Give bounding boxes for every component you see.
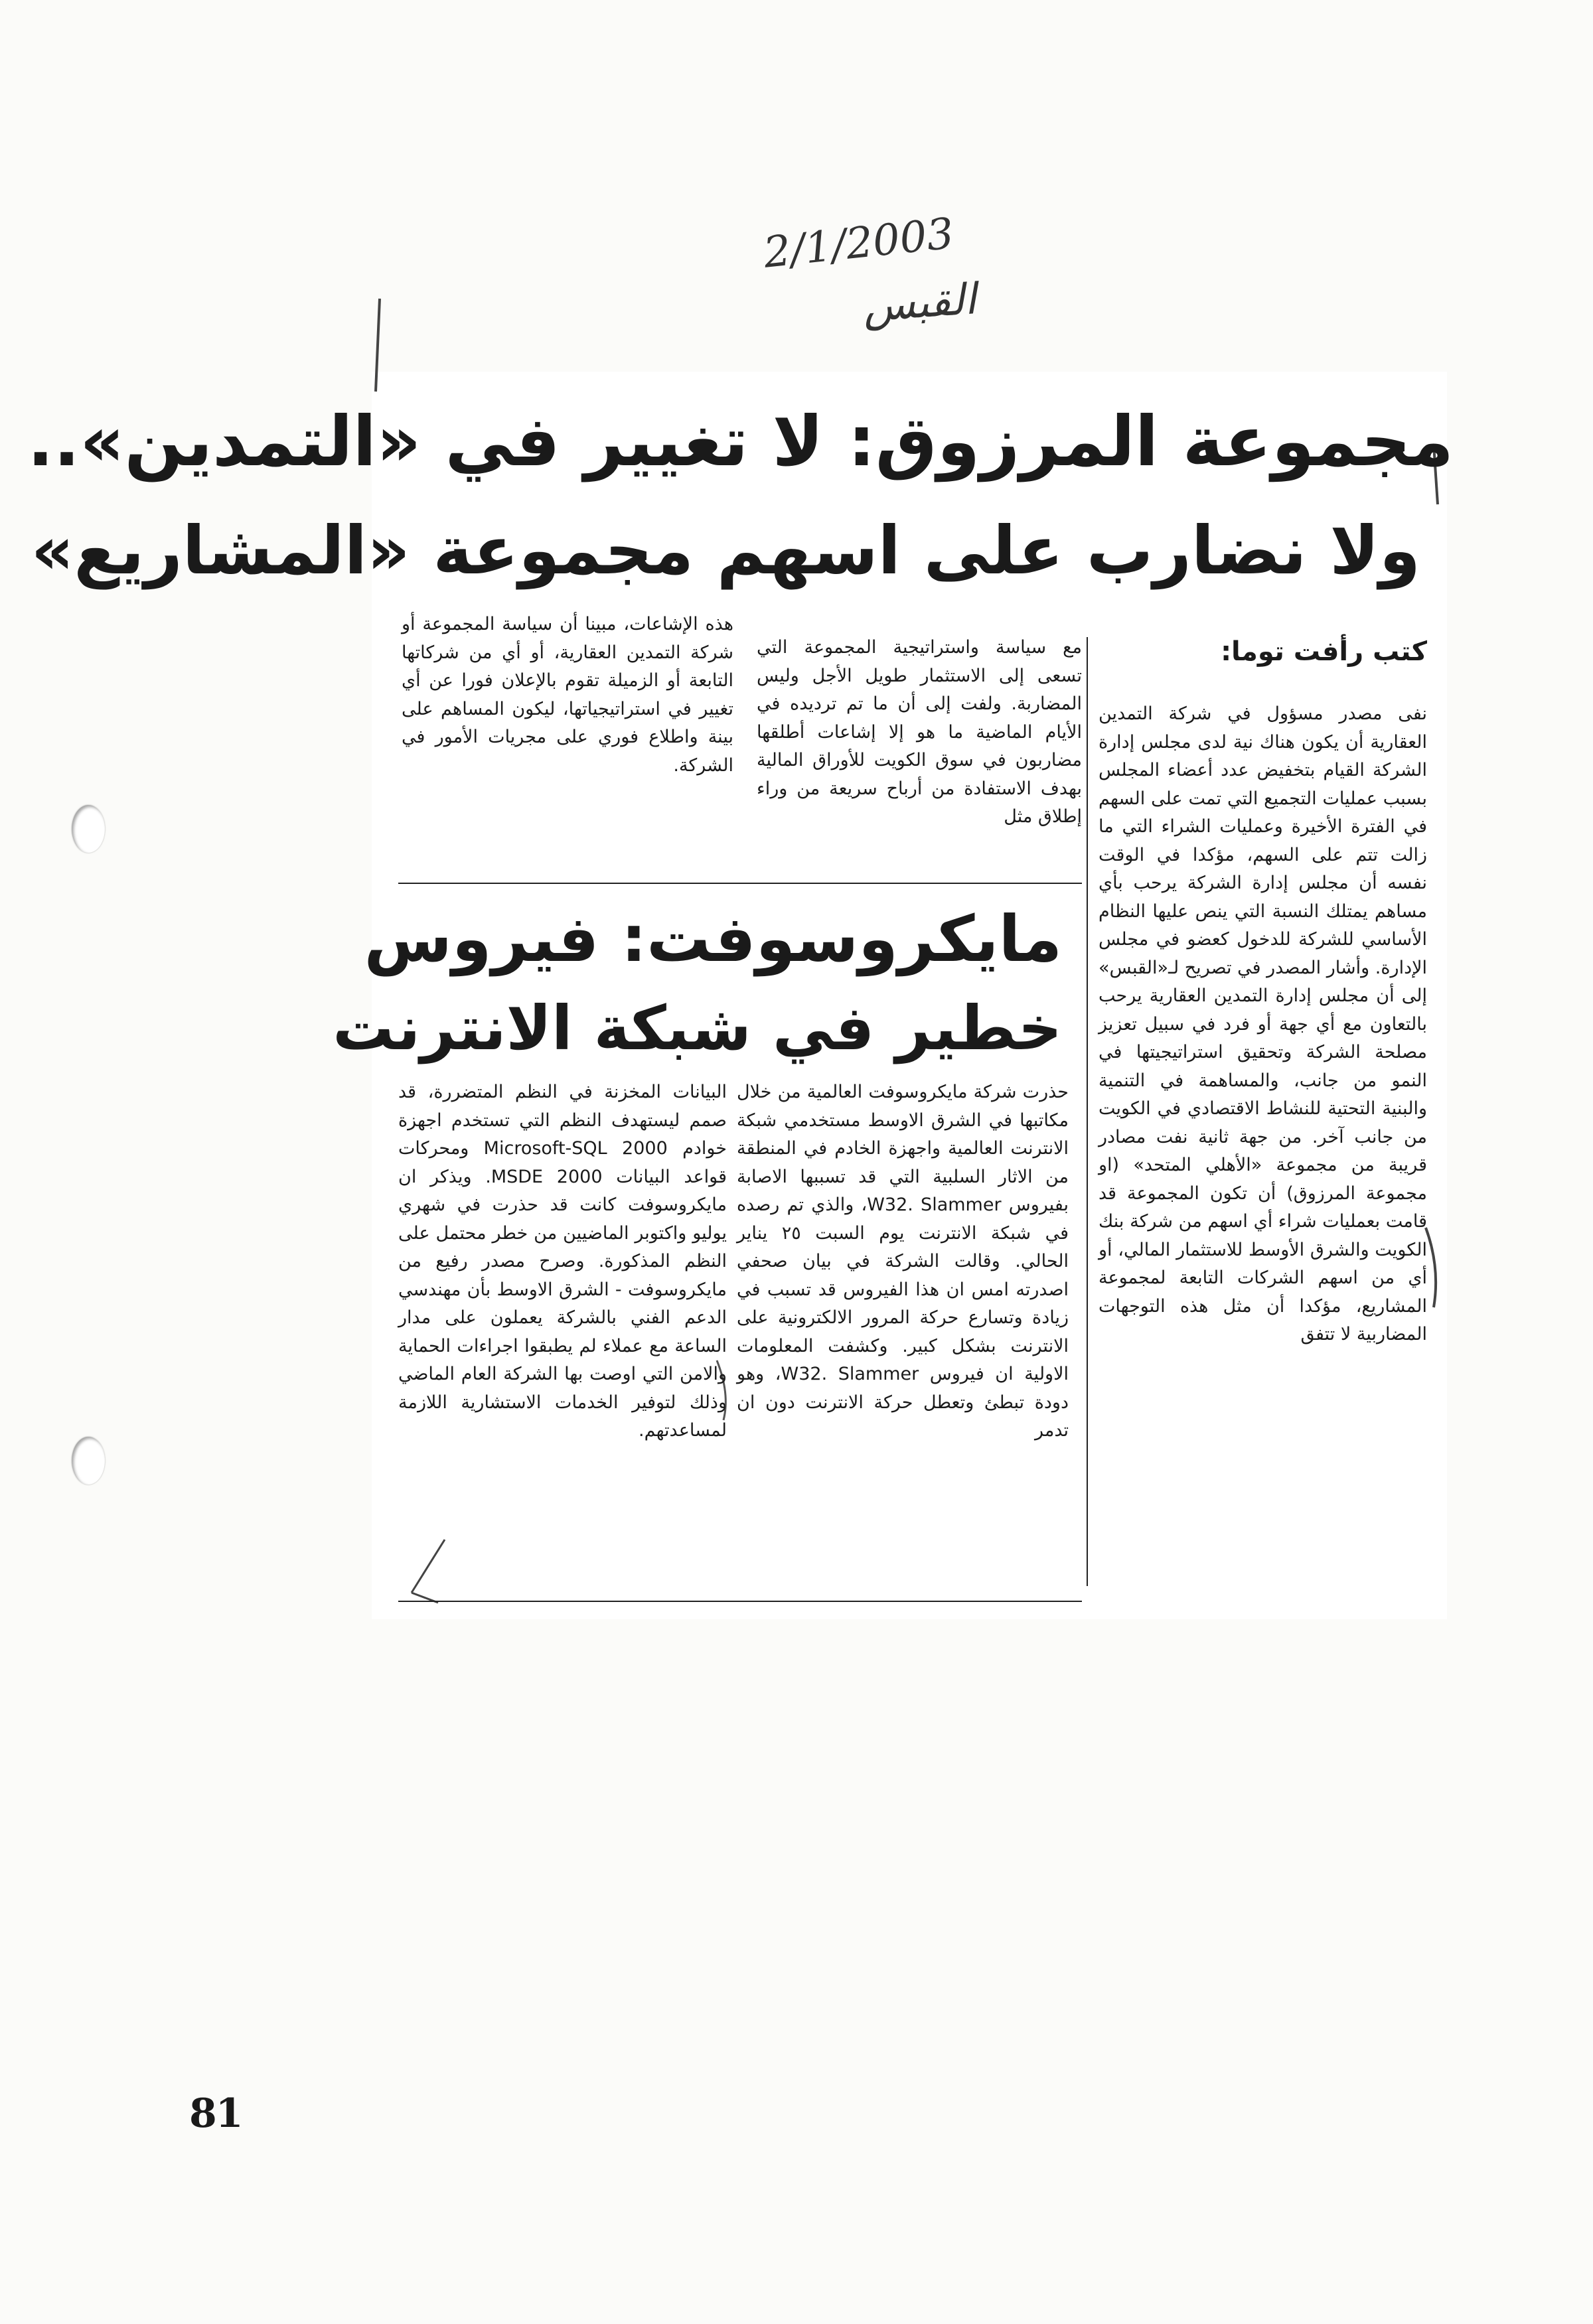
article1-column-left: هذه الإشاعات، مبينا أن سياسة المجموعة أو شركة التمدين العقارية، أو أي من شركاتها التابعة أو الزميلة تقوم بالإعلان فورا عن أي تغيير في استراتيجياتها، ليكون المساهم على بينة واطلاع فوري على مجريات الأمور في الشركة. [402, 614, 733, 776]
article2-headline-line1: مايكروسوفت: فيروس [364, 902, 1062, 976]
column-divider [1087, 637, 1088, 1586]
clipping-bottom-rule [398, 1601, 1082, 1602]
punch-hole-bottom [72, 1437, 105, 1485]
article1-headline-line2: ولا نضارب على اسهم مجموعة «المشاريع» [31, 512, 1420, 589]
article2-column-right: حذرت شركة مايكروسوفت العالمية من خلال مكاتبها في الشرق الاوسط مستخدمي شبكة الانترنت العالمية واجهزة الخادم في المنطقة من الاثار السلبية التي قد تسببها الاصابة بفيروس W32. Slammer، والذي تم رصده في شبكة الانترنت يوم السبت ٢٥ يناير الحالي. وقالت الشركة في بيان صحفي اصدرته امس ان هذا الفيروس قد تسبب في زيادة وتسارع حركة المرور الالكترونية على الانترنت بشكل كبير. وكشفت المعلومات الاولية ان فيروس W32. Slammer، وهو دودة تبطئ وتعطل حركة الانترنت دون ان تدمر [737, 1082, 1069, 1441]
article1-headline-line1: مجموعة المرزوق: لا تغيير في «التمدين».. [27, 401, 1454, 482]
section-divider [398, 883, 1082, 884]
article2-headline-line2: خطير في شبكة الانترنت [333, 993, 1062, 1064]
handwritten-source: القبس [861, 275, 978, 332]
article1-column-right: نفى مصدر مسؤول في شركة التمدين العقارية أن يكون هناك نية لدى مجلس إدارة الشركة القيام بتخفيض عدد أعضاء المجلس بسبب عمليات التجميع التي تمت على السهم في الفترة الأخيرة وعمليات الشراء التي ما زالت تتم على السهم، مؤكدا في الوقت نفسه أن مجلس إدارة الشركة يرحب بأي مساهم يمتلك النسبة التي ينص عليها النظام الأساسي للشركة للدخول كعضو في مجلس الإدارة. وأشار المصدر في تصريح لـ«القبس» إلى أن مجلس إدارة التمدين العقارية يرحب بالتعاون مع أي جهة أو فرد في سبيل تعزيز مصلحة الشركة وتحقيق استراتيجيتها في النمو من جانب، والمساهمة في التنمية والبنية التحتية للنشاط الاقتصادي في الكويت من جانب آخر. من جهة ثانية نفت مصادر قريبة من مجموعة «الأهلي المتحد» (او مجموعة المرزوق) أن تكون المجموعة قد قامت بعمليات شراء أي اسهم من شركة بنك الكويت والشرق الأوسط للاستثمار المالي، أو أي من اسهم الشركات التابعة لمجموعة المشاريع، مؤكدا أن مثل هذه التوجهات المضاربية لا تتفق [1099, 703, 1427, 1344]
article2-column-left: البيانات المخزنة في النظم المتضررة، قد صمم ليستهدف النظم التي تستخدم اجهزة خوادم Microsoft-SQL 2000 ومحركات قواعد البيانات MSDE 2000. ويذكر ان مايكروسوفت كانت قد حذرت في شهري يوليو واكتوبر الماضيين من خطر محتمل على النظم المذكورة. وصرح مصدر رفيع من مايكروسوفت - الشرق الاوسط بأن مهندسي الدعم الفني بالشركة يعملون على مدار الساعة مع عملاء لم يطبقوا اجراءات الحماية والامن التي اوصت بها الشركة العام الماضي وذلك لتوفير الخدمات الاستشارية اللازمة لمساعدتهم. [398, 1082, 727, 1441]
article1-column-middle: مع سياسة واستراتيجية المجموعة التي تسعى إلى الاستثمار طويل الأجل وليس المضاربة. ولفت إلى أن ما تم ترديده في الأيام الماضية ما هو إلا إشاعات أطلقها مضاربون في سوق الكويت للأوراق المالية بهدف الاستفادة من أرباح سريعة من وراء إطلاق مثل [757, 637, 1082, 827]
article1-byline: كتب رأفت توما: [1221, 636, 1427, 667]
handwritten-date: 2/1/2003 [761, 209, 956, 278]
page-number: 81 [189, 2090, 242, 2137]
punch-hole-top [72, 805, 105, 853]
